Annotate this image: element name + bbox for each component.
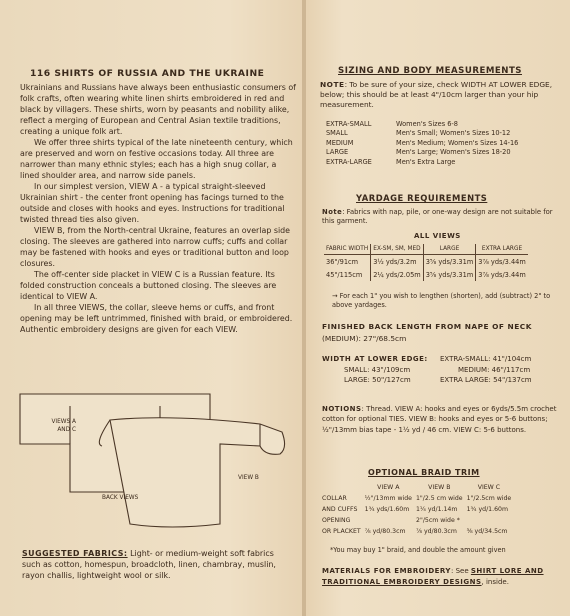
table-row: OR PLACKET ⅞ yd/80.3cm ⅞ yd/80.3cm ⅜ yd/34.5cm	[322, 528, 508, 535]
table-header: VIEW A VIEW B VIEW C	[377, 484, 501, 491]
size-row: MEDIUM Men's Medium; Women's Sizes 14-16	[326, 138, 519, 147]
table-row: 36"/91cm 3½ yds/3.2m 3⅝ yds/3.31m 3⅞ yds/3.44m	[324, 255, 528, 269]
fabrics-text: Light- or medium-weight soft fabrics such as cotton, homespun, broadcloth, linen, chambray, muslin, rayon challis, lightweight wool or silk.	[22, 549, 276, 580]
braid-table	[320, 482, 513, 537]
shirt-b-back-drawing	[110, 418, 285, 527]
back-length-heading: FINISHED BACK LENGTH FROM NAPE OF NECK	[322, 322, 532, 331]
sizing-note	[320, 80, 564, 111]
size-list	[326, 120, 562, 167]
page-fold	[302, 0, 306, 616]
size-row: EXTRA-SMALL Women's Sizes 6-8	[326, 120, 459, 128]
pattern-title: 116 SHIRTS OF RUSSIA AND THE UKRAINE	[30, 68, 265, 79]
note-text: : To be sure of your size, check WIDTH AT LOWER EDGE, below; this should be at least 4"/10cm larger than your hip measurement.	[320, 80, 553, 110]
paragraph: Ukrainians and Russians have always been enthusiastic consumers of folk crafts, often wearing white linen shirts embroidered in red and black by villagers. These shirts, worn by peasants and nobility alike, reflect a merging of European and Central Asian textile traditions, creating a unique folk art.	[20, 83, 296, 136]
size-row: EXTRA-LARGE Men's Extra Large	[326, 157, 456, 166]
table-row: 45"/115cm 2¼ yds/2.05m 3⅝ yds/3.31m 3⅞ yds/3.44m	[324, 268, 528, 281]
width-at-lower-edge: WIDTH AT LOWER EDGE: EXTRA-SMALL: 41"/104cm SMALL: 43"/109cm MEDIUM: 46"/117cm LARGE: 50"/127cm EXTRA LARGE: 54"/137cm	[322, 355, 532, 385]
paragraph: VIEW B, from the North-central Ukraine, features an overlap side closing. The sleeves are gathered into narrow cuffs; cuffs and collar may be fastened with hooks and eyes or traditional button and loop closures.	[20, 226, 291, 268]
note-label: NOTE	[320, 80, 345, 89]
table-row: COLLAR ½"/13mm wide 1"/2.5 cm wide 1"/2.5cm wide	[322, 495, 512, 502]
table-row: AND CUFFS 1¾ yds/1.60m 1¼ yd/1.14m 1¾ yd/1.60m	[322, 506, 508, 513]
paragraph: In all three VIEWS, the collar, sleeve hems or cuffs, and front opening may be left untrimmed, finished with braid, or embroidered. Authentic embroidery designs are given for each VIEW.	[20, 303, 293, 334]
yardage-note: Note: Fabrics with nap, pile, or one-way design are not suitable for this garment.	[322, 208, 553, 226]
braid-note: *You may buy 1" braid, and double the amount given	[330, 546, 506, 554]
lengthen-note: → For each 1" you wish to lengthen (shorten), add (subtract) 2" to above yardages.	[332, 292, 551, 310]
size-row: LARGE Men's Large; Women's Sizes 18-20	[326, 148, 511, 157]
fabrics-heading: SUGGESTED FABRICS:	[22, 549, 128, 558]
back-length-value: (MEDIUM): 27"/68.5cm	[322, 334, 407, 343]
table-header: FABRIC WIDTH EX-SM, SM, MED LARGE EXTRA LARGE	[324, 244, 528, 255]
paragraph: We offer three shirts typical of the late nineteenth century, which are preserved and worn on festive occasions today. All three are narrower than many ethnic styles; each has a high snug collar, a lined shoulder area, and narrow side panels.	[20, 138, 293, 180]
label-view-b: VIEW B	[238, 475, 259, 481]
size-row: SMALL Men's Small; Women's Sizes 10-12	[326, 129, 511, 138]
sizing-title: SIZING AND BODY MEASUREMENTS	[338, 66, 522, 76]
label-back-views: BACK VIEWS	[102, 495, 139, 501]
label-views-ac: VIEWS A AND C	[51, 419, 76, 433]
materials-embroidery: MATERIALS FOR EMBROIDERY: See SHIRT LORE AND TRADITIONAL EMBROIDERY DESIGNS, inside.	[322, 567, 544, 586]
all-views-label: ALL VIEWS	[414, 232, 461, 240]
description	[20, 82, 296, 335]
yardage-title: YARDAGE REQUIREMENTS	[356, 193, 488, 203]
braid-title: OPTIONAL BRAID TRIM	[368, 468, 480, 477]
paragraph: The off-center side placket in VIEW C is a Russian feature. Its folded construction conceals a buttoned closing. The sleeves are identical to VIEW A.	[20, 270, 277, 301]
suggested-fabrics	[22, 548, 294, 581]
notions: NOTIONS: Thread. VIEW A: hooks and eyes or 6yds/5.5m crochet cotton for optional TIES. VIEW B: hooks and eyes or 5-6 buttons; ½"/13mm bias tape - 1½ yd / 46 cm. VIEW C: 5-6 buttons.	[322, 405, 557, 434]
paragraph: In our simplest version, VIEW A - a typical straight-sleeved Ukrainian shirt - the center front opening has facings turned to the outside and closes with hooks and eyes. Instructions for traditional twisted thread ties also given.	[20, 182, 285, 224]
yardage-table	[324, 244, 528, 281]
back-views-illustration	[10, 384, 296, 542]
table-row: OPENING 2"/5cm wide *	[322, 517, 460, 524]
